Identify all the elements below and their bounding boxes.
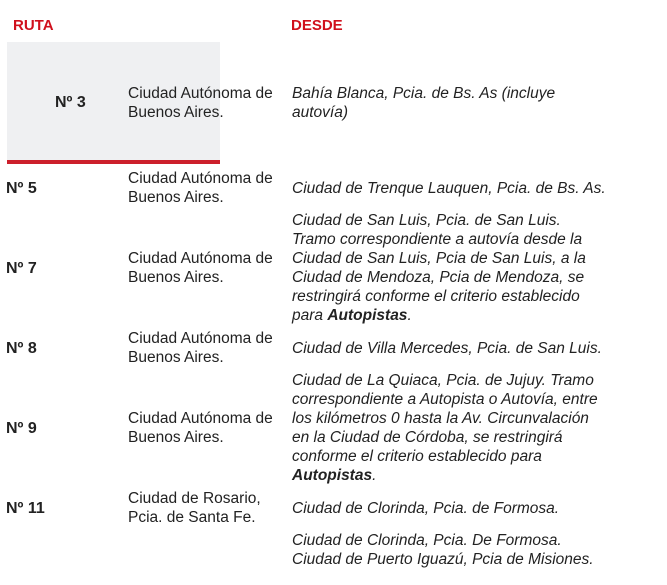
route-number: Nº 11 bbox=[6, 500, 45, 517]
origin-city: Ciudad Autónoma de Buenos Aires. bbox=[128, 85, 273, 121]
column-header-ruta: RUTA bbox=[13, 17, 54, 34]
route-number: Nº 5 bbox=[6, 180, 37, 197]
destination-text: Ciudad de Clorinda, Pcia. De Formosa. Ciudad de Puerto Iguazú, Pcia de Misiones. bbox=[292, 532, 594, 568]
destination-text: Bahía Blanca, Pcia. de Bs. As (incluye autovía) bbox=[292, 85, 556, 121]
destination-text: Ciudad de San Luis, Pcia. de San Luis. Tramo correspondiente a autovía desde la Ciudad de San Luis, Pcia de San Luis, a la Ciudad de Mendoza, Pcia de Mendoza, se restringirá conforme el criterio establecido para Autopistas. bbox=[292, 212, 586, 324]
destination-text: Ciudad de Clorinda, Pcia. de Formosa. bbox=[292, 500, 560, 517]
row-highlight-underline bbox=[7, 160, 220, 164]
origin-city: Ciudad Autónoma de Buenos Aires. bbox=[128, 410, 273, 446]
origin-city: Ciudad Autónoma de Buenos Aires. bbox=[128, 330, 273, 366]
column-header-desde: DESDE bbox=[291, 17, 343, 34]
bold-term: Autopistas bbox=[292, 467, 373, 484]
route-number: Nº 7 bbox=[6, 260, 37, 277]
destination-text: Ciudad de La Quiaca, Pcia. de Jujuy. Tramo correspondiente a Autopista o Autovía, entre los kilómetros 0 hasta la Av. Circunvalación en la Ciudad de Córdoba, se restringirá conforme el criterio establecido para Autopistas. bbox=[292, 372, 598, 484]
route-number: Nº 9 bbox=[6, 420, 37, 437]
destination-text: Ciudad de Villa Mercedes, Pcia. de San Luis. bbox=[292, 340, 602, 357]
origin-city: Ciudad de Rosario, Pcia. de Santa Fe. bbox=[128, 490, 261, 526]
origin-city: Ciudad Autónoma de Buenos Aires. bbox=[128, 250, 273, 286]
origin-city: Ciudad Autónoma de Buenos Aires. bbox=[128, 170, 273, 206]
bold-term: Autopistas bbox=[327, 307, 408, 324]
route-number: Nº 3 bbox=[55, 94, 86, 111]
route-number: Nº 8 bbox=[6, 340, 37, 357]
destination-text: Ciudad de Trenque Lauquen, Pcia. de Bs. As. bbox=[292, 180, 606, 197]
